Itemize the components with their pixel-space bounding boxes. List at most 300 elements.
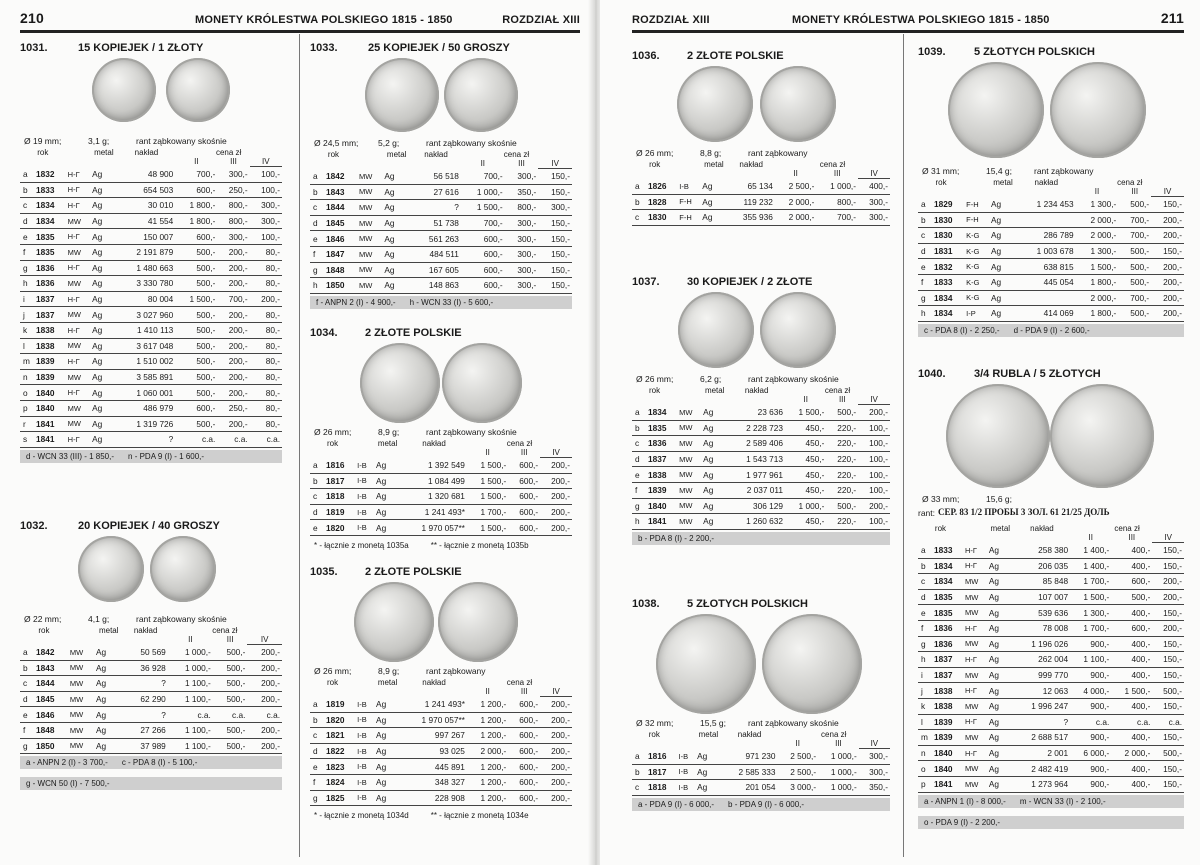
right-page: [600, 0, 1200, 865]
grade-iv: IV: [1151, 187, 1184, 197]
mintage: 30 010: [118, 198, 176, 214]
price-iii: 400,-: [1111, 636, 1152, 652]
price-iv: 80,-: [250, 276, 282, 292]
table-row: [20, 276, 282, 292]
price-iii: 500,-: [213, 722, 248, 738]
price-ii: 1 500,-: [175, 291, 217, 307]
price-iv: 200,-: [1152, 574, 1184, 590]
coin-specification: [20, 614, 282, 626]
year: 1834: [932, 306, 964, 322]
variant-letter: f: [918, 274, 932, 290]
mintage: 23 636: [728, 405, 785, 421]
metal: Ag: [90, 338, 118, 354]
mint-mark: I-B: [355, 489, 374, 505]
price-iv: 150,-: [1152, 730, 1184, 746]
table-row: [632, 482, 890, 498]
catalog-entry-1033: [310, 42, 572, 309]
mintage: 1 970 057**: [401, 712, 467, 728]
price-ii: 600,-: [461, 262, 505, 278]
metal: Ag: [700, 194, 727, 210]
price-ii: 500,-: [175, 385, 217, 401]
auction-reference: a - ANPN 2 (I) - 3 700,-: [26, 758, 108, 768]
col-price: cena zł: [506, 439, 533, 448]
table-row: [918, 306, 1184, 322]
price-ii: 1 800,-: [1076, 274, 1119, 290]
price-iv: 200,-: [1151, 274, 1184, 290]
price-iv: 80,-: [250, 385, 282, 401]
table-row: [632, 179, 890, 195]
grade-ii: II: [793, 169, 798, 179]
variant-letter: g: [310, 262, 324, 278]
col-mark: [677, 386, 701, 395]
year: 1824: [324, 774, 355, 790]
mint-mark: I-B: [355, 504, 374, 520]
price-iii: 220,-: [826, 482, 858, 498]
variant-letter: a: [918, 197, 932, 213]
variant-letter: b: [310, 184, 324, 200]
variant-letter: b: [310, 712, 324, 728]
variant-letter: i: [918, 667, 932, 683]
col-mintage: nakład: [739, 160, 763, 169]
coin-specification: [310, 138, 572, 150]
col-price: cena zł: [212, 626, 238, 635]
weight: 3,1 g;: [88, 136, 110, 146]
mint-mark: MW: [68, 707, 94, 723]
grade-iii: III: [520, 448, 528, 458]
price-iv: 100,-: [858, 420, 890, 436]
table-row: [632, 451, 890, 467]
price-ii: 500,-: [175, 276, 217, 292]
auction-references: [918, 324, 1184, 337]
price-iv: 300,-: [250, 213, 282, 229]
mint-mark: F-H: [677, 210, 700, 226]
entry-heading: [632, 598, 890, 614]
metal: Ag: [374, 473, 401, 489]
grade-iv: IV: [247, 635, 282, 645]
price-iv: 150,-: [1152, 652, 1184, 668]
price-iii: 600,-: [508, 728, 540, 744]
price-iii: 200,-: [217, 338, 249, 354]
mintage: 36 928: [124, 660, 168, 676]
year: 1817: [324, 473, 355, 489]
mintage: 1 510 002: [118, 354, 176, 370]
mint-mark: MW: [68, 676, 94, 692]
col-mintage: nakład: [133, 626, 158, 635]
price-ii: 1 700,-: [1070, 574, 1111, 590]
catalog-entry-1034: [310, 327, 572, 552]
mintage: 997 267: [401, 728, 467, 744]
price-ii: 1 400,-: [1070, 558, 1111, 574]
metal: Ag: [374, 728, 401, 744]
col-mintage: nakład: [422, 678, 446, 687]
mintage: 999 770: [1014, 667, 1070, 683]
diameter: Ø 26 mm;: [314, 427, 352, 437]
year: 1832: [34, 167, 66, 183]
price-ii: 1 500,-: [467, 489, 508, 505]
mint-mark: I-B: [355, 697, 374, 713]
metal: Ag: [374, 458, 401, 474]
price-iv: 150,-: [538, 262, 572, 278]
weight: 15,6 g;: [986, 494, 1012, 504]
mint-mark: K-G: [964, 290, 989, 306]
table-row: [310, 200, 572, 216]
auction-reference: g - WCN 50 (I) - 7 500,-: [26, 779, 110, 789]
entry-heading: [310, 327, 572, 343]
auction-reference: m - WCN 33 (I) - 2 100,-: [1019, 796, 1106, 806]
price-ii: 2 000,-: [775, 194, 817, 210]
year: 1840: [646, 498, 677, 514]
metal: Ag: [90, 167, 118, 183]
year: 1834: [932, 574, 963, 590]
mint-mark: Н-Г: [963, 745, 987, 761]
price-iv: 200,-: [1151, 212, 1184, 228]
auction-reference: a - PDA 9 (I) - 6 000,-: [638, 799, 715, 809]
metal: Ag: [382, 262, 411, 278]
mintage: 971 230: [722, 749, 778, 765]
mint-mark: MW: [677, 467, 701, 483]
price-iii: 300,-: [505, 169, 539, 185]
table-row: [20, 229, 282, 245]
variant-letter: f: [20, 244, 34, 260]
mint-mark: MW: [963, 776, 987, 792]
mint-mark: Н-Г: [963, 558, 987, 574]
price-iv: 200,-: [540, 774, 572, 790]
mint-mark: Н-Г: [963, 543, 987, 559]
year: 1839: [34, 369, 66, 385]
table-row: [20, 722, 282, 738]
price-ii: 2 000,-: [1076, 290, 1119, 306]
price-iv: 200,-: [247, 645, 282, 661]
mint-mark: I-B: [355, 520, 374, 536]
table-row: [20, 198, 282, 214]
variant-letter: f: [632, 482, 646, 498]
metal: Ag: [987, 698, 1014, 714]
variant-letter: o: [918, 761, 932, 777]
metal: Ag: [701, 514, 728, 530]
auction-references: [20, 777, 282, 790]
price-iv: 300,-: [858, 210, 890, 226]
table-row: [918, 197, 1184, 213]
price-iv: c.a.: [247, 707, 282, 723]
variant-letter: a: [20, 645, 34, 661]
year: 1835: [932, 589, 963, 605]
year: 1822: [324, 743, 355, 759]
grade-iii: III: [833, 169, 841, 179]
mint-mark: MW: [963, 574, 987, 590]
table-row: [632, 780, 890, 796]
price-ii: 1 200,-: [467, 774, 508, 790]
entry-title: 2 ZŁOTE POLSKIE: [687, 50, 784, 62]
metal: Ag: [374, 743, 401, 759]
coin-specification: [632, 148, 890, 160]
price-ii: 1 200,-: [467, 712, 508, 728]
price-iv: 200,-: [858, 405, 890, 421]
col-year: rok: [935, 178, 947, 187]
mint-mark: MW: [963, 636, 987, 652]
price-ii: 900,-: [1070, 636, 1111, 652]
metal: Ag: [90, 354, 118, 370]
metal: Ag: [700, 210, 727, 226]
mint-mark: MW: [357, 246, 382, 262]
mint-mark: I-B: [355, 790, 374, 806]
table-row: [310, 520, 572, 536]
price-iv: 80,-: [250, 400, 282, 416]
price-iii: 200,-: [217, 385, 249, 401]
mintage: 80 004: [118, 291, 176, 307]
col-metal: metal: [993, 178, 1013, 187]
mint-mark: MW: [963, 589, 987, 605]
price-iii: 500,-: [213, 660, 248, 676]
auction-references: [20, 450, 282, 463]
mint-mark: MW: [677, 482, 701, 498]
col-metal: metal: [990, 524, 1011, 533]
mintage-table: [20, 148, 282, 448]
entry-title: 30 KOPIEJEK / 2 ZŁOTE: [687, 276, 813, 288]
price-iv: 200,-: [540, 790, 572, 806]
col-year: rok: [38, 626, 50, 635]
metal: Ag: [374, 774, 401, 790]
price-iii: 600,-: [508, 520, 540, 536]
variant-letter: d: [20, 691, 34, 707]
catalog-entry-1039: [918, 46, 1184, 337]
col-mintage: nakład: [422, 439, 446, 448]
grade-iv: IV: [250, 157, 282, 167]
variant-letter: g: [632, 498, 646, 514]
price-iv: 500,-: [1152, 683, 1184, 699]
table-row: [918, 574, 1184, 590]
variant-letter: d: [310, 215, 324, 231]
table-row: [918, 543, 1184, 559]
price-iv: 80,-: [250, 244, 282, 260]
mintage: 1 996 247: [1014, 698, 1070, 714]
auction-references: [20, 756, 282, 769]
grade-iii: III: [226, 635, 234, 645]
left-book-title: MONETY KRÓLESTWA POLSKIEGO 1815 - 1850: [195, 14, 453, 26]
coin-photos: [632, 292, 890, 374]
metal: Ag: [94, 691, 124, 707]
variant-letter: c: [310, 489, 324, 505]
variant-letter: f: [310, 246, 324, 262]
year: 1842: [34, 645, 68, 661]
mintage-table: [310, 678, 572, 806]
variant-letter: c: [632, 780, 646, 796]
price-iii: 200,-: [217, 307, 249, 323]
mintage: 1 977 961: [728, 467, 785, 483]
price-ii: 2 000,-: [1076, 212, 1119, 228]
price-iii: 400,-: [1111, 558, 1152, 574]
price-iii: 1 500,-: [1111, 683, 1152, 699]
mintage: 414 069: [1017, 306, 1076, 322]
mintage-table: [310, 150, 572, 294]
price-ii: 1 500,-: [467, 458, 508, 474]
table-row: [310, 231, 572, 247]
variant-letter: h: [918, 306, 932, 322]
table-row: [918, 745, 1184, 761]
coin-reverse-image: [444, 58, 518, 132]
mint-mark: MW: [357, 184, 382, 200]
mintage: 484 511: [411, 246, 461, 262]
entry-number: 1031.: [20, 42, 48, 54]
price-ii: 1 500,-: [467, 520, 508, 536]
price-ii: 1 800,-: [175, 213, 217, 229]
mint-mark: MW: [66, 369, 90, 385]
rim-description: rant ząbkowany skośnie: [136, 614, 227, 624]
mintage-table: [20, 626, 282, 754]
metal: Ag: [989, 274, 1017, 290]
price-iii: 220,-: [826, 451, 858, 467]
mint-mark: MW: [677, 405, 701, 421]
metal: Ag: [701, 482, 728, 498]
year: 1837: [34, 291, 66, 307]
col-mintage: nakład: [1030, 524, 1054, 533]
price-iv: 300,-: [858, 194, 890, 210]
right-chapter: ROZDZIAŁ XIII: [632, 14, 710, 26]
coin-obverse-image: [365, 58, 439, 132]
year: 1834: [646, 405, 677, 421]
table-row: [20, 385, 282, 401]
rim-description: rant ząbkowany: [1034, 166, 1094, 176]
price-ii: 1 500,-: [785, 405, 826, 421]
price-iii: 500,-: [213, 645, 248, 661]
variant-letter: i: [20, 291, 34, 307]
table-row: [20, 660, 282, 676]
auction-reference: a - ANPN 1 (I) - 8 000,-: [924, 796, 1006, 806]
variant-letter: a: [632, 405, 646, 421]
mint-mark: I-B: [355, 458, 374, 474]
metal: Ag: [90, 385, 118, 401]
metal: Ag: [989, 228, 1017, 244]
diameter: Ø 33 mm;: [922, 494, 960, 504]
price-ii: 450,-: [785, 420, 826, 436]
metal: Ag: [94, 722, 124, 738]
price-ii: 500,-: [175, 416, 217, 432]
entry-heading: [632, 50, 890, 66]
entry-number: 1032.: [20, 520, 48, 532]
metal: Ag: [987, 636, 1014, 652]
coin-photos: [20, 58, 282, 136]
coin-obverse-image: [360, 343, 440, 423]
entry-heading: [632, 276, 890, 292]
left-page-number: 210: [20, 10, 44, 26]
rim-description: rant ząbkowany skośnie: [748, 718, 839, 728]
mintage: 2 191 879: [118, 244, 176, 260]
price-ii: 1 300,-: [1076, 197, 1119, 213]
price-iii: 300,-: [505, 246, 539, 262]
price-iii: 400,-: [1111, 543, 1152, 559]
variant-letter: e: [310, 520, 324, 536]
table-row: [20, 432, 282, 448]
right-book-title: MONETY KRÓLESTWA POLSKIEGO 1815 - 1850: [792, 14, 1050, 26]
year: 1821: [324, 728, 355, 744]
price-ii: 6 000,-: [1070, 745, 1111, 761]
table-row: [20, 400, 282, 416]
col-metal: metal: [704, 160, 724, 169]
rim-description: rant ząbkowany skośnie: [426, 427, 517, 437]
table-row: [310, 262, 572, 278]
price-ii: 2 000,-: [1076, 228, 1119, 244]
price-iv: 200,-: [1152, 589, 1184, 605]
price-iv: 150,-: [538, 215, 572, 231]
price-iv: 200,-: [1151, 228, 1184, 244]
mint-mark: I-B: [355, 473, 374, 489]
variant-letter: e: [310, 231, 324, 247]
price-ii: 1 000,-: [785, 498, 826, 514]
metal: Ag: [90, 229, 118, 245]
table-row: [310, 246, 572, 262]
variant-letter: b: [632, 764, 646, 780]
grade-iii: III: [518, 159, 525, 169]
price-iii: 800,-: [217, 213, 249, 229]
variant-letter: b: [20, 660, 34, 676]
col-mintage: nakład: [134, 148, 159, 157]
price-iv: 80,-: [250, 307, 282, 323]
mint-mark: I-B: [355, 759, 374, 775]
table-row: [918, 605, 1184, 621]
table-row: [310, 278, 572, 294]
table-row: [918, 730, 1184, 746]
entry-title: 2 ZŁOTE POLSKIE: [365, 566, 462, 578]
mint-mark: I-B: [355, 728, 374, 744]
variant-letter: b: [632, 420, 646, 436]
grade-iii: III: [1131, 187, 1139, 197]
mint-mark: I-B: [355, 712, 374, 728]
price-ii: 1 700,-: [467, 504, 508, 520]
mintage: 258 380: [1014, 543, 1070, 559]
price-iii: 400,-: [1111, 652, 1152, 668]
year: 1826: [646, 179, 677, 195]
coin-obverse-image: [656, 614, 756, 714]
mintage: 2 001: [1014, 745, 1070, 761]
grade-ii: II: [1088, 533, 1093, 543]
coin-photos: [310, 58, 572, 138]
price-ii: 1 200,-: [467, 728, 508, 744]
table-row: [918, 290, 1184, 306]
variant-letter: b: [918, 212, 932, 228]
mintage: 1 060 001: [118, 385, 176, 401]
entry-number: 1036.: [632, 50, 660, 62]
mint-mark: Н-Г: [66, 385, 90, 401]
mint-mark: Н-Г: [66, 432, 90, 448]
metal: Ag: [989, 290, 1017, 306]
price-iii: 500,-: [826, 498, 858, 514]
price-ii: 600,-: [175, 400, 217, 416]
variant-letter: p: [918, 776, 932, 792]
metal: Ag: [987, 652, 1014, 668]
year: 1845: [324, 215, 357, 231]
table-row: [310, 697, 572, 713]
year: 1834: [34, 198, 66, 214]
price-iv: 150,-: [1152, 636, 1184, 652]
price-iv: 80,-: [250, 416, 282, 432]
mint-mark: MW: [357, 262, 382, 278]
price-iv: 150,-: [1152, 761, 1184, 777]
mint-mark: MW: [963, 698, 987, 714]
variant-letter: k: [918, 698, 932, 714]
year: 1828: [646, 194, 677, 210]
coin-specification: [632, 718, 890, 730]
price-iv: 80,-: [250, 322, 282, 338]
price-iv: 300,-: [859, 764, 890, 780]
left-column-divider: [299, 34, 300, 857]
variant-letter: f: [310, 774, 324, 790]
table-row: [632, 764, 890, 780]
price-iii: 400,-: [1111, 776, 1152, 792]
metal: Ag: [382, 215, 411, 231]
variant-letter: l: [918, 714, 932, 730]
col-metal: metal: [704, 386, 725, 395]
variant-letter: a: [310, 697, 324, 713]
price-iv: 200,-: [250, 291, 282, 307]
